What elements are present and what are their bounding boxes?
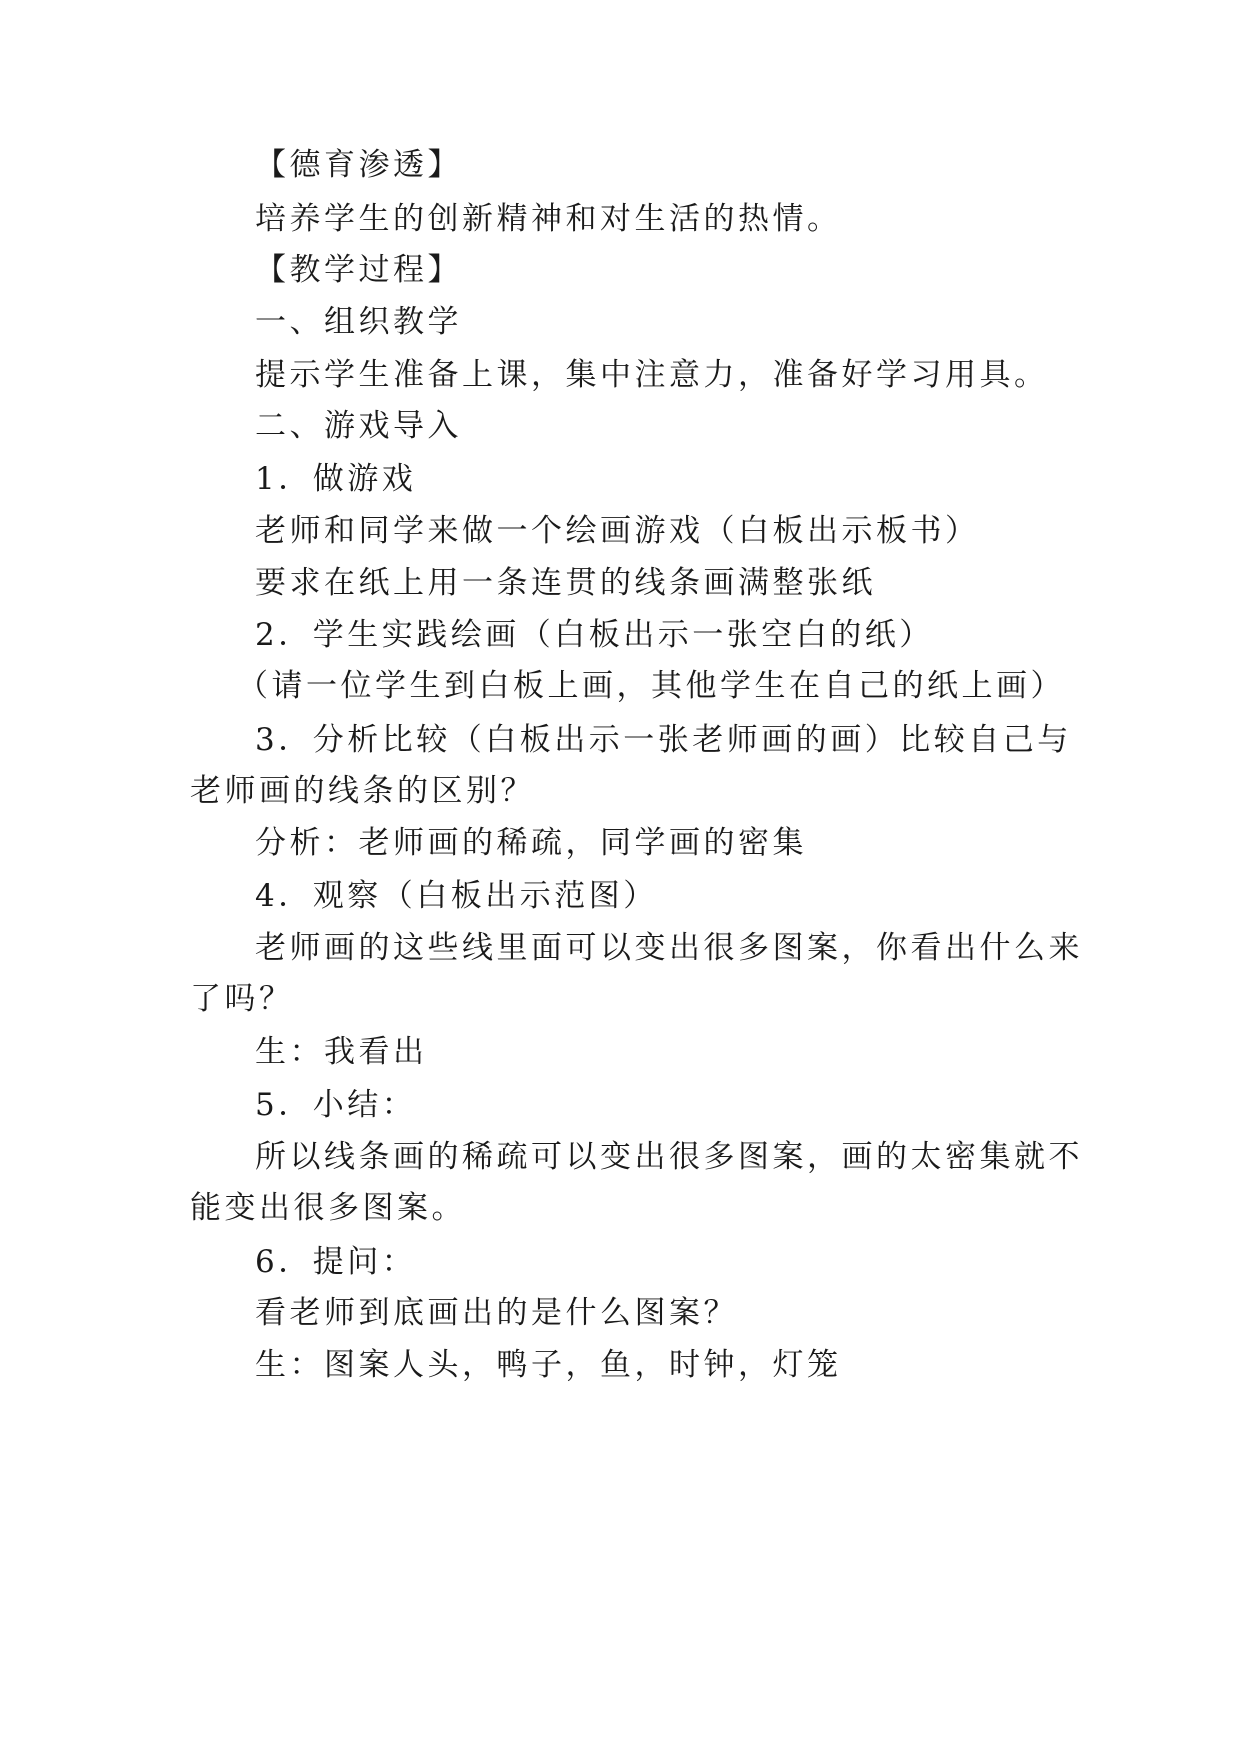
paragraph-line: 要求在纸上用一条连贯的线条画满整张纸 <box>255 565 876 601</box>
numbered-item: 4．观察（白板出示范图） <box>255 878 658 914</box>
paragraph-line: 老师画的线条的区别？ <box>190 773 535 809</box>
paragraph-line: 看老师到底画出的是什么图案？ <box>255 1295 738 1331</box>
paragraph-line: 培养学生的创新精神和对生活的热情。 <box>255 201 842 237</box>
section-heading: 一、组织教学 <box>255 304 462 340</box>
heading-moral-education: 【德育渗透】 <box>255 147 462 183</box>
paragraph-line: 能变出很多图案。 <box>190 1190 466 1226</box>
paragraph-line: （请一位学生到白板上画，其他学生在自己的纸上画） <box>237 668 1065 704</box>
heading-teaching-process: 【教学过程】 <box>255 252 462 288</box>
numbered-item: 3．分析比较（白板出示一张老师画的画）比较自己与 <box>255 722 1072 758</box>
section-heading: 二、游戏导入 <box>255 408 462 444</box>
paragraph-line: 老师和同学来做一个绘画游戏（白板出示板书） <box>255 513 980 549</box>
paragraph-line: 生：我看出 <box>255 1034 428 1070</box>
numbered-item: 1．做游戏 <box>255 461 417 497</box>
paragraph-line: 分析：老师画的稀疏，同学画的密集 <box>255 825 807 861</box>
paragraph-line: 提示学生准备上课，集中注意力，准备好学习用具。 <box>255 357 1049 393</box>
paragraph-line: 了吗？ <box>190 981 294 1017</box>
paragraph-line: 生：图案人头，鸭子，鱼，时钟，灯笼 <box>255 1347 842 1383</box>
numbered-item: 2．学生实践绘画（白板出示一张空白的纸） <box>255 617 934 653</box>
numbered-item: 6．提问： <box>255 1244 417 1280</box>
paragraph-line: 所以线条画的稀疏可以变出很多图案，画的太密集就不 <box>255 1139 1083 1175</box>
paragraph-line: 老师画的这些线里面可以变出很多图案，你看出什么来 <box>255 930 1083 966</box>
numbered-item: 5．小结： <box>255 1087 417 1123</box>
